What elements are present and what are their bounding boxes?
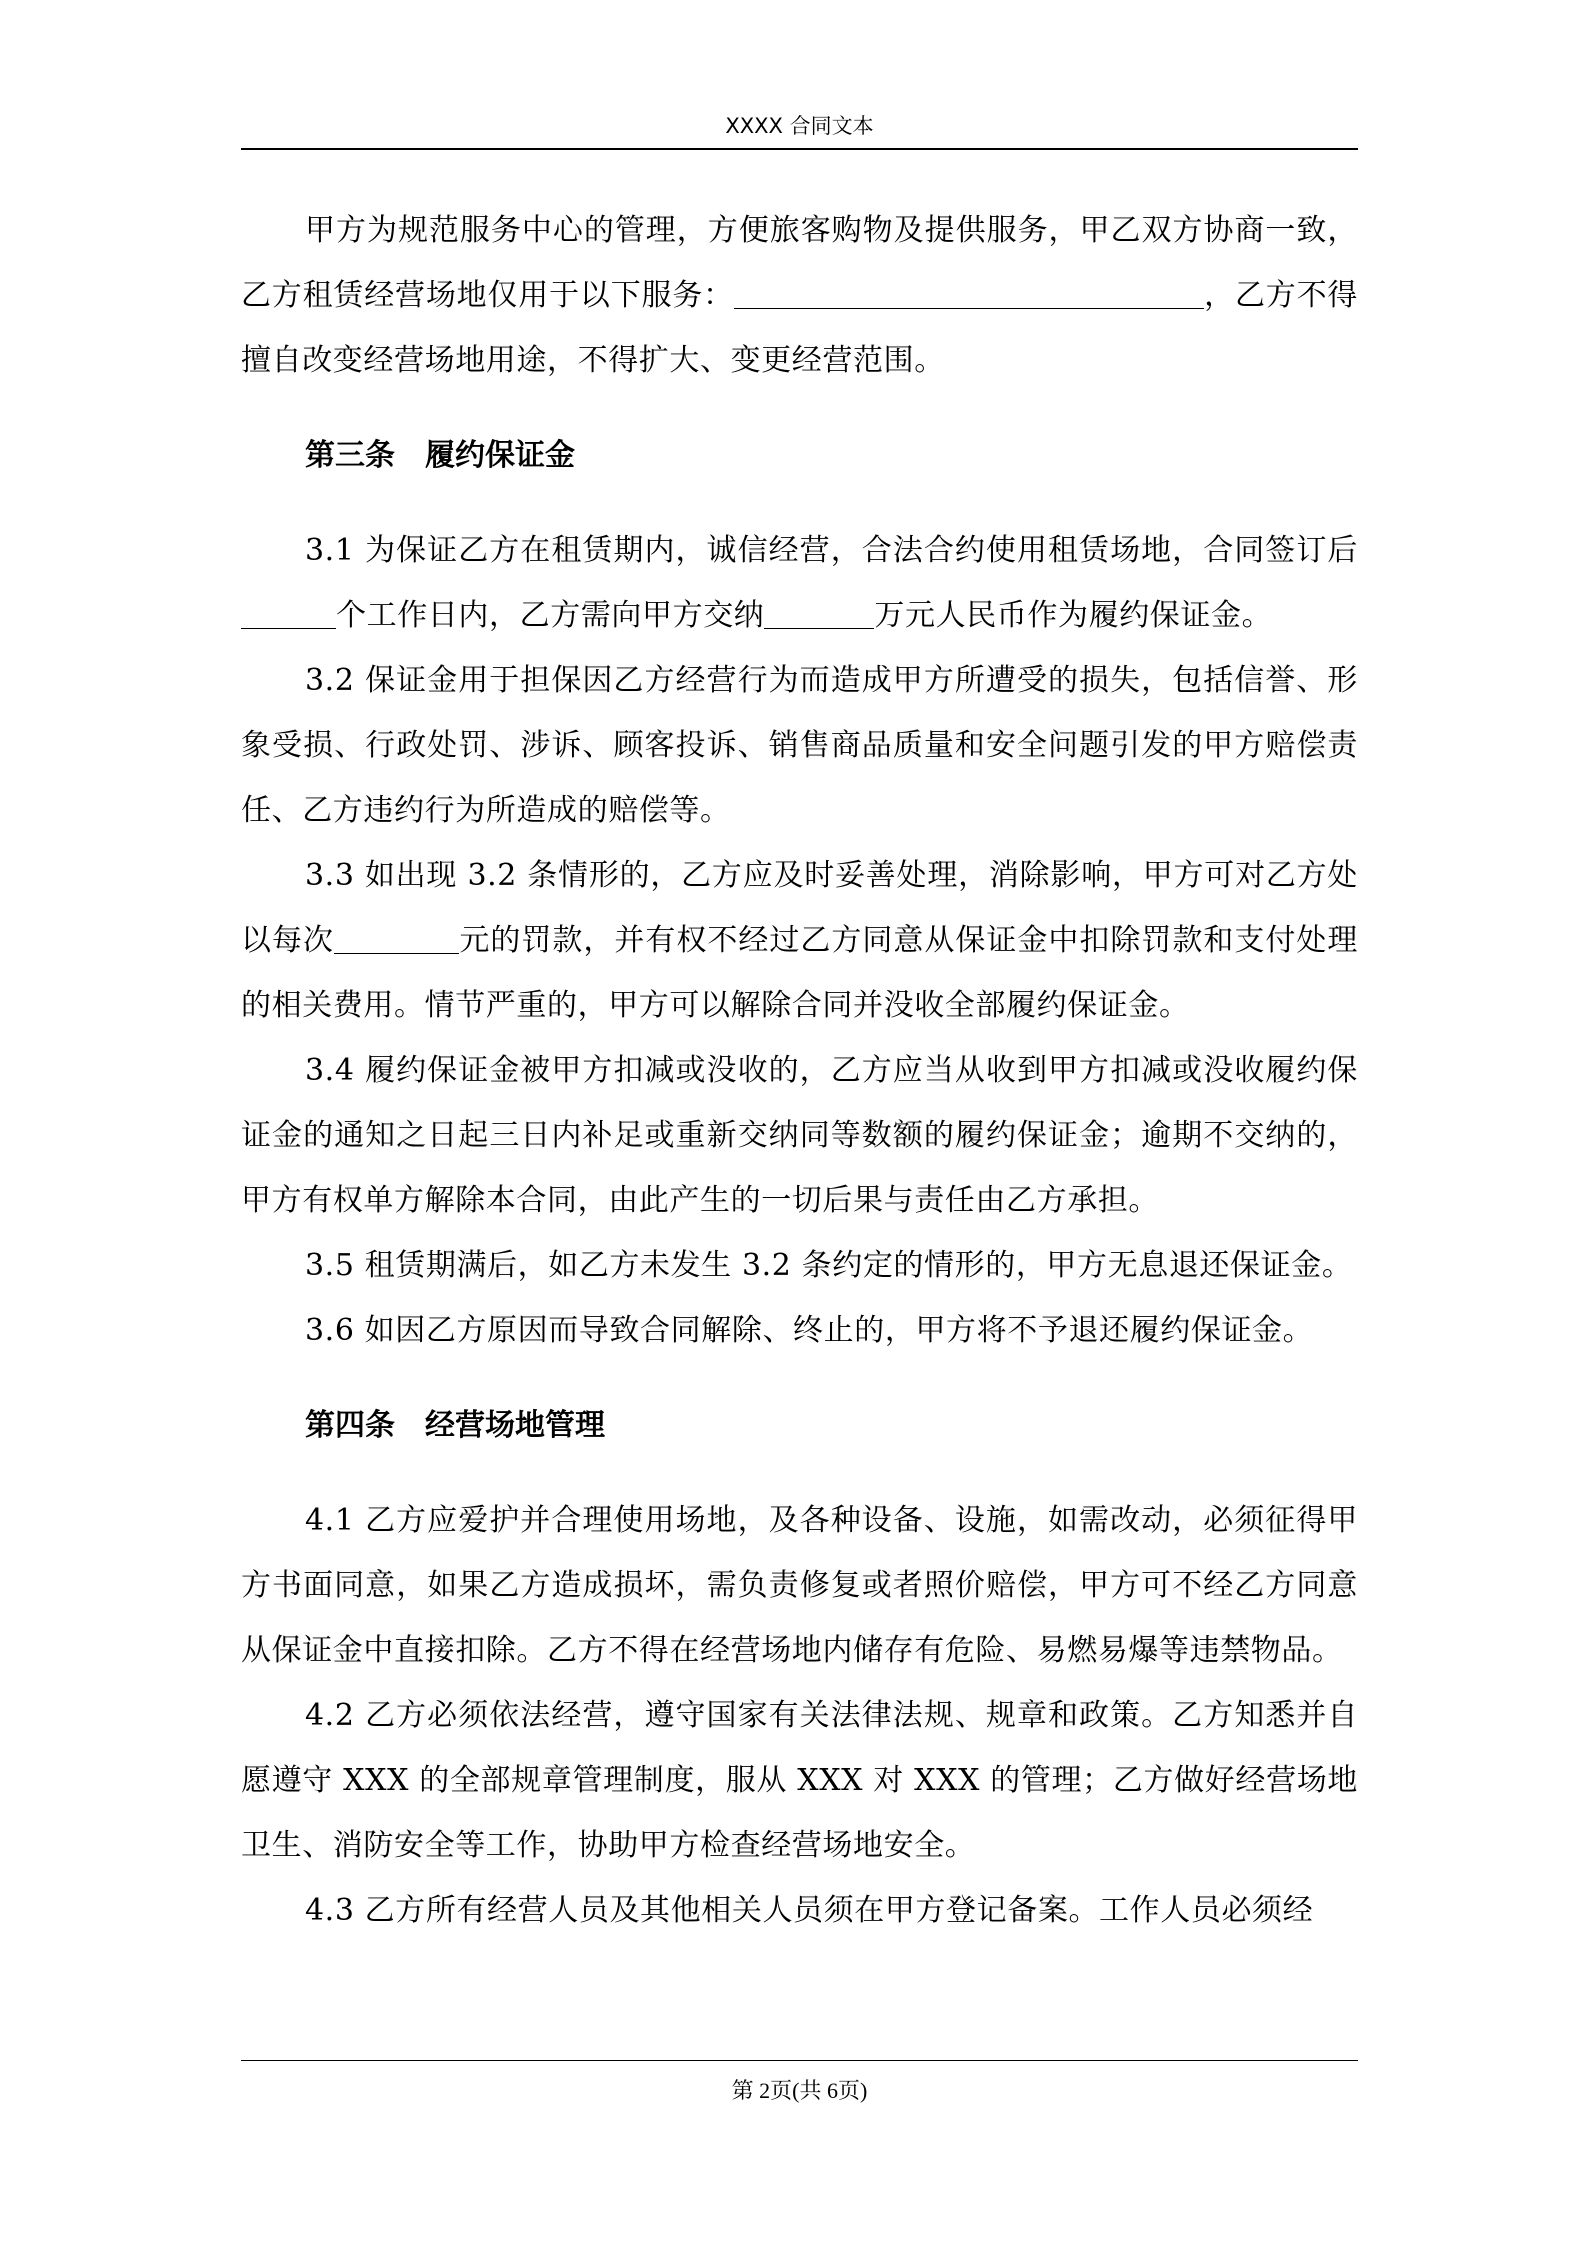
clause-3-2: 3.2 保证金用于担保因乙方经营行为而造成甲方所遭受的损失，包括信誉、形象受损、行政处罚、涉诉、顾客投诉、销售商品质量和安全问题引发的甲方赔偿责任、乙方违约行为所造成的赔偿等。 (241, 663, 1358, 828)
clause-3-4: 3.4 履约保证金被甲方扣减或没收的，乙方应当从收到甲方扣减或没收履约保证金的通知之日起三日内补足或重新交纳同等数额的履约保证金；逾期不交纳的，甲方有权单方解除本合同，由此产生的一切后果与责任由乙方承担。 (241, 1053, 1358, 1218)
fill-blank-workdays[interactable] (241, 598, 336, 629)
text-segment: ，乙方不得擅自改变经营场地用途，不得扩大、变更经营范围。 (241, 278, 1358, 378)
article-3-heading: 第三条 履约保证金 (305, 438, 575, 473)
text-segment: 3.3 如出现 3.2 条情形的，乙方应及时妥善处理，消除影响，甲方可对乙方处以每次 (241, 858, 1358, 958)
text-segment: 元的罚款，并有权不经过乙方同意从保证金中扣除罚款和支付处理的相关费用。情节严重的，甲方可以解除合同并没收全部履约保证金。 (241, 923, 1358, 1023)
text-segment: 万元人民币作为履约保证金。 (874, 598, 1273, 633)
fill-blank-service[interactable] (734, 278, 1204, 309)
clause-3-3 (241, 843, 1358, 1038)
clause-4-1: 4.1 乙方应爱护并合理使用场地，及各种设备、设施，如需改动，必须征得甲方书面同意，如果乙方造成损坏，需负责修复或者照价赔偿，甲方可不经乙方同意从保证金中直接扣除。乙方不得在经营场地内储存有危险、易燃易爆等违禁物品。 (241, 1503, 1358, 1668)
footer-divider (241, 2060, 1358, 2061)
paragraph-service-scope (241, 198, 1358, 393)
header-divider (241, 148, 1358, 150)
clause-3-5: 3.5 租赁期满后，如乙方未发生 3.2 条约定的情形的，甲方无息退还保证金。 (305, 1248, 1353, 1283)
fill-blank-fine-amount[interactable] (334, 923, 459, 954)
fill-blank-deposit-amount[interactable] (764, 598, 874, 629)
clause-4-2: 4.2 乙方必须依法经营，遵守国家有关法律法规、规章和政策。乙方知悉并自愿遵守 XXX 的全部规章管理制度，服从 XXX 对 XXX 的管理；乙方做好经营场地卫生、消防安全等工作，协助甲方检查经营场地安全。 (241, 1698, 1358, 1863)
article-4-heading: 第四条 经营场地管理 (305, 1408, 605, 1443)
text-segment: 个工作日内，乙方需向甲方交纳 (336, 598, 765, 633)
text-segment: 3.1 为保证乙方在租赁期内，诚信经营，合法合约使用租赁场地，合同签订后 (305, 533, 1358, 568)
page-header: XXXX 合同文本 (725, 114, 874, 138)
clause-3-6: 3.6 如因乙方原因而导致合同解除、终止的，甲方将不予退还履约保证金。 (305, 1313, 1314, 1348)
clause-3-1 (241, 518, 1358, 648)
page-number: 第 2页(共 6页) (731, 2078, 868, 2103)
document-body (241, 198, 1358, 1943)
clause-4-3: 4.3 乙方所有经营人员及其他相关人员须在甲方登记备案。工作人员必须经 (305, 1893, 1314, 1928)
text-segment: 甲方为规范服务中心的管理，方便旅客购物及提供服务，甲乙双方协商一致，乙方租赁经营场地仅用于以下服务： (241, 213, 1358, 313)
